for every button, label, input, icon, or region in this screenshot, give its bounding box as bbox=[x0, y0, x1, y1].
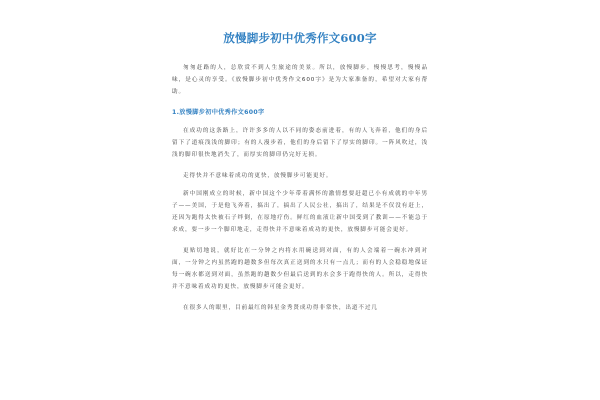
section-heading: 1.放慢脚步初中优秀作文600字 bbox=[172, 109, 265, 116]
body-paragraph-2: 走得快并不意味着成功的更快，放慢脚步可能更好。 bbox=[183, 173, 333, 179]
page-title: 放慢脚步初中优秀作文600字 bbox=[223, 31, 377, 45]
body-paragraph-5: 在很多人的眼里，目前最红的韩星金秀贤成功得非常快，出道不过几 bbox=[183, 305, 378, 311]
intro-paragraph: 匆匆赶路的人，总欣赏不到人生旅途的美景。所以，放慢脚步，慢慢思考，慢慢品味，是心灵的享受。《放慢脚步初中优秀作文600字》是为大家准备的，希望对大家有帮助。 bbox=[172, 65, 428, 95]
document-content bbox=[172, 30, 428, 323]
body-paragraph-3: 新中国刚成立的时候，新中国这个少年带着满怀的激情想要赶超已小有成就的中年男子——美国，于是他飞奔着，搞出了，搞出了人民公社，搞出了，结果是不仅没有赶上，还因为跑得太快被石子绊倒，在原地疗伤。鲜红的血液让新中国受到了教训——不能急于求成，要一步一个脚印地走，走得快并不意味着成功的更快，放慢脚步可能会更好。 bbox=[172, 191, 428, 233]
body-paragraph-1: 在成功的这条路上，许许多多的人以不同的姿态前进着，有的人飞奔着，他们的身后留下了道痕浅浅的脚印；有的人漫步着，他们的身后留下了厚实的脚印。一阵风吹过，浅浅的脚印很快地消失了，而厚实的脚印仍完好无损。 bbox=[172, 128, 428, 158]
body-paragraph-4: 更贴切地说，就好比在一分钟之内将水用碗送到对面，有的人会端着一碗水冲到对面，一分钟之内虽然跑的趟数多但每次真正送到的水只有一点儿；而有的人会稳稳地保证每一碗水都送到对面，虽然跑的趟数少但最后送到的水会多于跑得快的人。所以，走得快并不意味着成功的更快，放慢脚步可能会更好。 bbox=[172, 248, 428, 290]
